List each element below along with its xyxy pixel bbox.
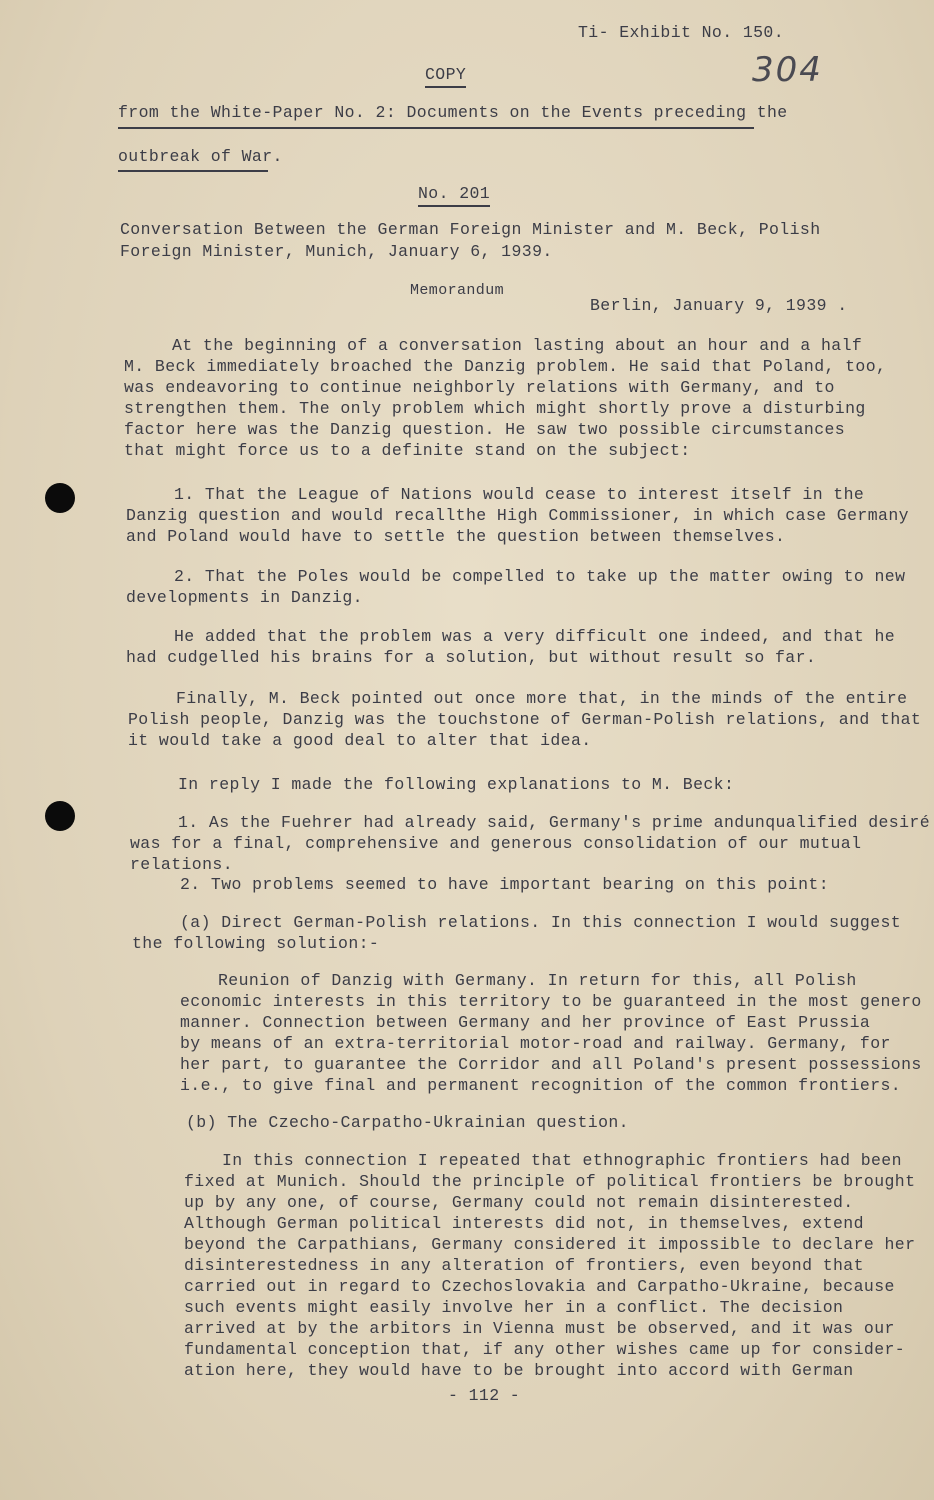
text-line: that might force us to a definite stand on the subject: (124, 441, 691, 460)
paragraph-8 (180, 874, 829, 895)
document-number-text: No. 201 (418, 184, 490, 207)
text-line: manner. Connection between Germany and her province of East Prussia (180, 1013, 871, 1032)
text-line: such events might easily involve her in a conflict. The decision (184, 1298, 844, 1317)
text-line: fundamental conception that, if any other wishes came up for consider- (184, 1340, 906, 1359)
text-line: disinterestedness in any alteration of frontiers, even beyond that (184, 1256, 864, 1275)
text-line: Danzig question and would recallthe High Commissioner, in which case Germany (126, 506, 909, 525)
text-line: economic interests in this territory to be guaranteed in the most genero (180, 992, 922, 1011)
page-number: - 112 - (448, 1386, 521, 1405)
text-line: strengthen them. The only problem which might shortly prove a disturbing (124, 399, 866, 418)
dateline: Berlin, January 9, 1939 . (590, 296, 848, 315)
paragraph-5 (128, 688, 921, 751)
paragraph-7 (130, 812, 930, 875)
text-line: 1. As the Fuehrer had already said, Germany's prime andunqualified desiré (178, 813, 931, 832)
text-line: 1. That the League of Nations would cease to interest itself in the (174, 485, 865, 504)
text-line: He added that the problem was a very difficult one indeed, and that he (174, 627, 896, 646)
punch-hole-upper (45, 483, 75, 513)
handwritten-page-number: 304 (752, 50, 823, 90)
memo-label: Memorandum (410, 282, 505, 299)
punch-hole-lower (45, 801, 75, 831)
text-line: fixed at Munich. Should the principle of political frontiers be brought (184, 1172, 916, 1191)
source-line-1: from the White-Paper No. 2: Documents on the Events preceding the (118, 103, 788, 122)
text-line: by means of an extra-territorial motor-road and railway. Germany, for (180, 1034, 891, 1053)
text-line: Reunion of Danzig with Germany. In return for this, all Polish (218, 971, 857, 990)
text-line: beyond the Carpathians, Germany considered it impossible to declare her (184, 1235, 916, 1254)
text-line: (b) The Czecho-Carpatho-Ukrainian question. (186, 1113, 629, 1132)
text-line: had cudgelled his brains for a solution, but without result so far. (126, 648, 817, 667)
text-line: factor here was the Danzig question. He saw two possible circumstances (124, 420, 846, 439)
source-line-2: outbreak of War. (118, 147, 283, 166)
text-line: In reply I made the following explanations to M. Beck: (178, 775, 735, 794)
paragraph-12 (184, 1150, 915, 1381)
paragraph-11 (186, 1112, 629, 1133)
paragraph-10 (180, 970, 922, 1096)
text-line: the following solution:- (132, 934, 380, 953)
text-line: ation here, they would have to be brought into accord with German (184, 1361, 854, 1380)
text-line: was endeavoring to continue neighborly relations with Germany, and to (124, 378, 835, 397)
text-line: it would take a good deal to alter that idea. (128, 731, 592, 750)
paragraph-3 (126, 566, 905, 608)
text-line: M. Beck immediately broached the Danzig problem. He said that Poland, too, (124, 357, 887, 376)
text-line: relations. (130, 855, 234, 874)
copy-label (425, 64, 466, 85)
text-line: At the beginning of a conversation lasting about an hour and a half (172, 336, 863, 355)
paragraph-9 (132, 912, 901, 954)
text-line: and Poland would have to settle the question between themselves. (126, 527, 786, 546)
text-line: (a) Direct German-Polish relations. In this connection I would suggest (180, 913, 902, 932)
text-line: Finally, M. Beck pointed out once more that, in the minds of the entire (176, 689, 908, 708)
text-line: arrived at by the arbitors in Vienna must be observed, and it was our (184, 1319, 895, 1338)
text-line: her part, to guarantee the Corridor and all Poland's present possessions (180, 1055, 922, 1074)
text-line: Although German political interests did not, in themselves, extend (184, 1214, 864, 1233)
text-line: 2. Two problems seemed to have important bearing on this point: (180, 875, 830, 894)
text-line: up by any one, of course, Germany could not remain disinterested. (184, 1193, 854, 1212)
paragraph-6 (178, 774, 734, 795)
title-line-2: Foreign Minister, Munich, January 6, 1939. (120, 242, 553, 261)
paragraph-4 (126, 626, 895, 668)
paragraph-1 (124, 335, 886, 461)
document-number (418, 183, 490, 204)
text-line: Polish people, Danzig was the touchstone of German-Polish relations, and that (128, 710, 922, 729)
text-line: i.e., to give final and permanent recognition of the common frontiers. (180, 1076, 902, 1095)
text-line: 2. That the Poles would be compelled to take up the matter owing to new (174, 567, 906, 586)
title-line-1: Conversation Between the German Foreign Minister and M. Beck, Polish (120, 220, 821, 239)
exhibit-label: Ti- Exhibit No. 150. (578, 23, 785, 42)
source-underline-1 (118, 127, 754, 129)
paragraph-2 (126, 484, 909, 547)
source-underline-2 (118, 170, 268, 172)
copy-label-text: COPY (425, 65, 466, 88)
text-line: developments in Danzig. (126, 588, 363, 607)
text-line: carried out in regard to Czechoslovakia and Carpatho-Ukraine, because (184, 1277, 895, 1296)
text-line: was for a final, comprehensive and generous consolidation of our mutual (130, 834, 862, 853)
text-line: In this connection I repeated that ethnographic frontiers had been (222, 1151, 902, 1170)
